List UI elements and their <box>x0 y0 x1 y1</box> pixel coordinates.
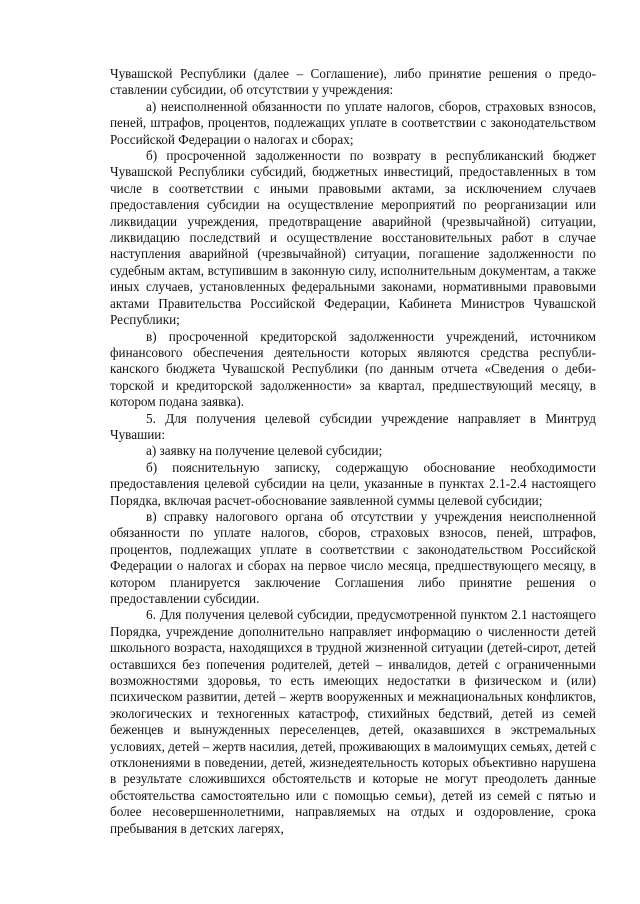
paragraph-continuation: Чувашской Республики (далее – Соглашение), либо принятие решения о предоставлении субсидии, об отсутствии у учреждения: <box>110 66 596 98</box>
paragraph-clause-5: 5. Для получения целевой субсидии учреждение направляет в Минтруд Чувашии: <box>110 410 596 442</box>
paragraph-item-a-taxes: а) неисполненной обязанности по уплате налогов, сборов, страховых взносов, пеней, штрафов, процентов, подлежащих уплате в соответствии с законодательством Российской Федерации о налогах и сборах; <box>110 98 596 147</box>
paragraph-clause-6: 6. Для получения целевой субсидии, предусмотренной пунктом 2.1 настоящего Порядка, учреждение дополнительно направляет информацию о численности детей школьного возраста, находящихся в трудной жизненной ситуации (детей-сирот, детей оставшихся без попечения родителей, детей – инвалидов, детей с ограниченными возможностями здоровья, то есть имеющих недостатки в физическом и (или) психическом развитии, детей – жертв вооруженных и межнациональных конфликтов, экологических и техногенных катастроф, стихийных бедствий, детей из семей беженцев и вынужденных переселенцев, детей, оказавшихся в экстремальных условиях, детей – жертв насилия, детей, проживающих в малоимущих семьях, детей с отклонениями в поведении, детей, жизнедеятельность которых объективно нарушена в результате сложившихся обстоятельств и которые не могут преодолеть данные обстоятельства самостоятельно или с помощью семьи), детей из семей с пятью и более несовершеннолетними, направляемых на отдых и оздоровление, срока пребывания в детских лагерях, <box>110 607 596 836</box>
paragraph-clause-5-item-b: б) пояснительную записку, содержащую обоснование необходимости предоставления целевой субсидии на цели, указанные в пунктах 2.1-2.4 настоящего Порядка, включая расчет-обоснование заявленной суммы целевой субсидии; <box>110 459 596 508</box>
paragraph-clause-5-item-a: а) заявку на получение целевой субсидии; <box>146 443 383 459</box>
paragraph-item-v-creditor-debt: в) просроченной кредиторской задолженности учреждений, источником финансового обеспечения деятельности которых являются средства республиканского бюджета Чувашской Республики (по данным отчета «Сведения о дебиторской и кредиторской задолженности» за квартал, предшествующий месяцу, в котором подана заявка). <box>110 328 596 410</box>
paragraph-clause-5-item-v: в) справку налогового органа об отсутствии у учреждения неисполненной обязанности по уплате налогов, сборов, страховых взносов, пеней, штрафов, процентов, подлежащих уплате в соответствии с законодательством Российской Федерации о налогах и сборах на первое число месяца, предшествующего месяцу, в котором планируется заключение Соглашения либо принятие решения о предоставлении субсидии. <box>110 508 596 606</box>
document-body <box>110 66 596 837</box>
paragraph-item-b-overdue-debt: б) просроченной задолженности по возврату в республиканский бюджет Чувашской Республики субсидий, бюджетных инвестиций, предоставленных в том числе в соответствии с иными правовыми актами, за исключением случаев предоставления субсидии на осуществление мероприятий по реорганизации или ликвидации учреждения, предотвращение аварийной (чрезвычайной) ситуации, ликвидацию последствий и осуществление восстановительных работ в случае наступления аварийной (чрезвычайной) ситуации, погашение задолженности по судебным актам, вступившим в законную силу, исполнительным документам, а также иных случаев, установленных федеральными законами, нормативными правовыми актами Правительства Российской Федерации, Кабинета Министров Чувашской Республики; <box>110 148 596 328</box>
